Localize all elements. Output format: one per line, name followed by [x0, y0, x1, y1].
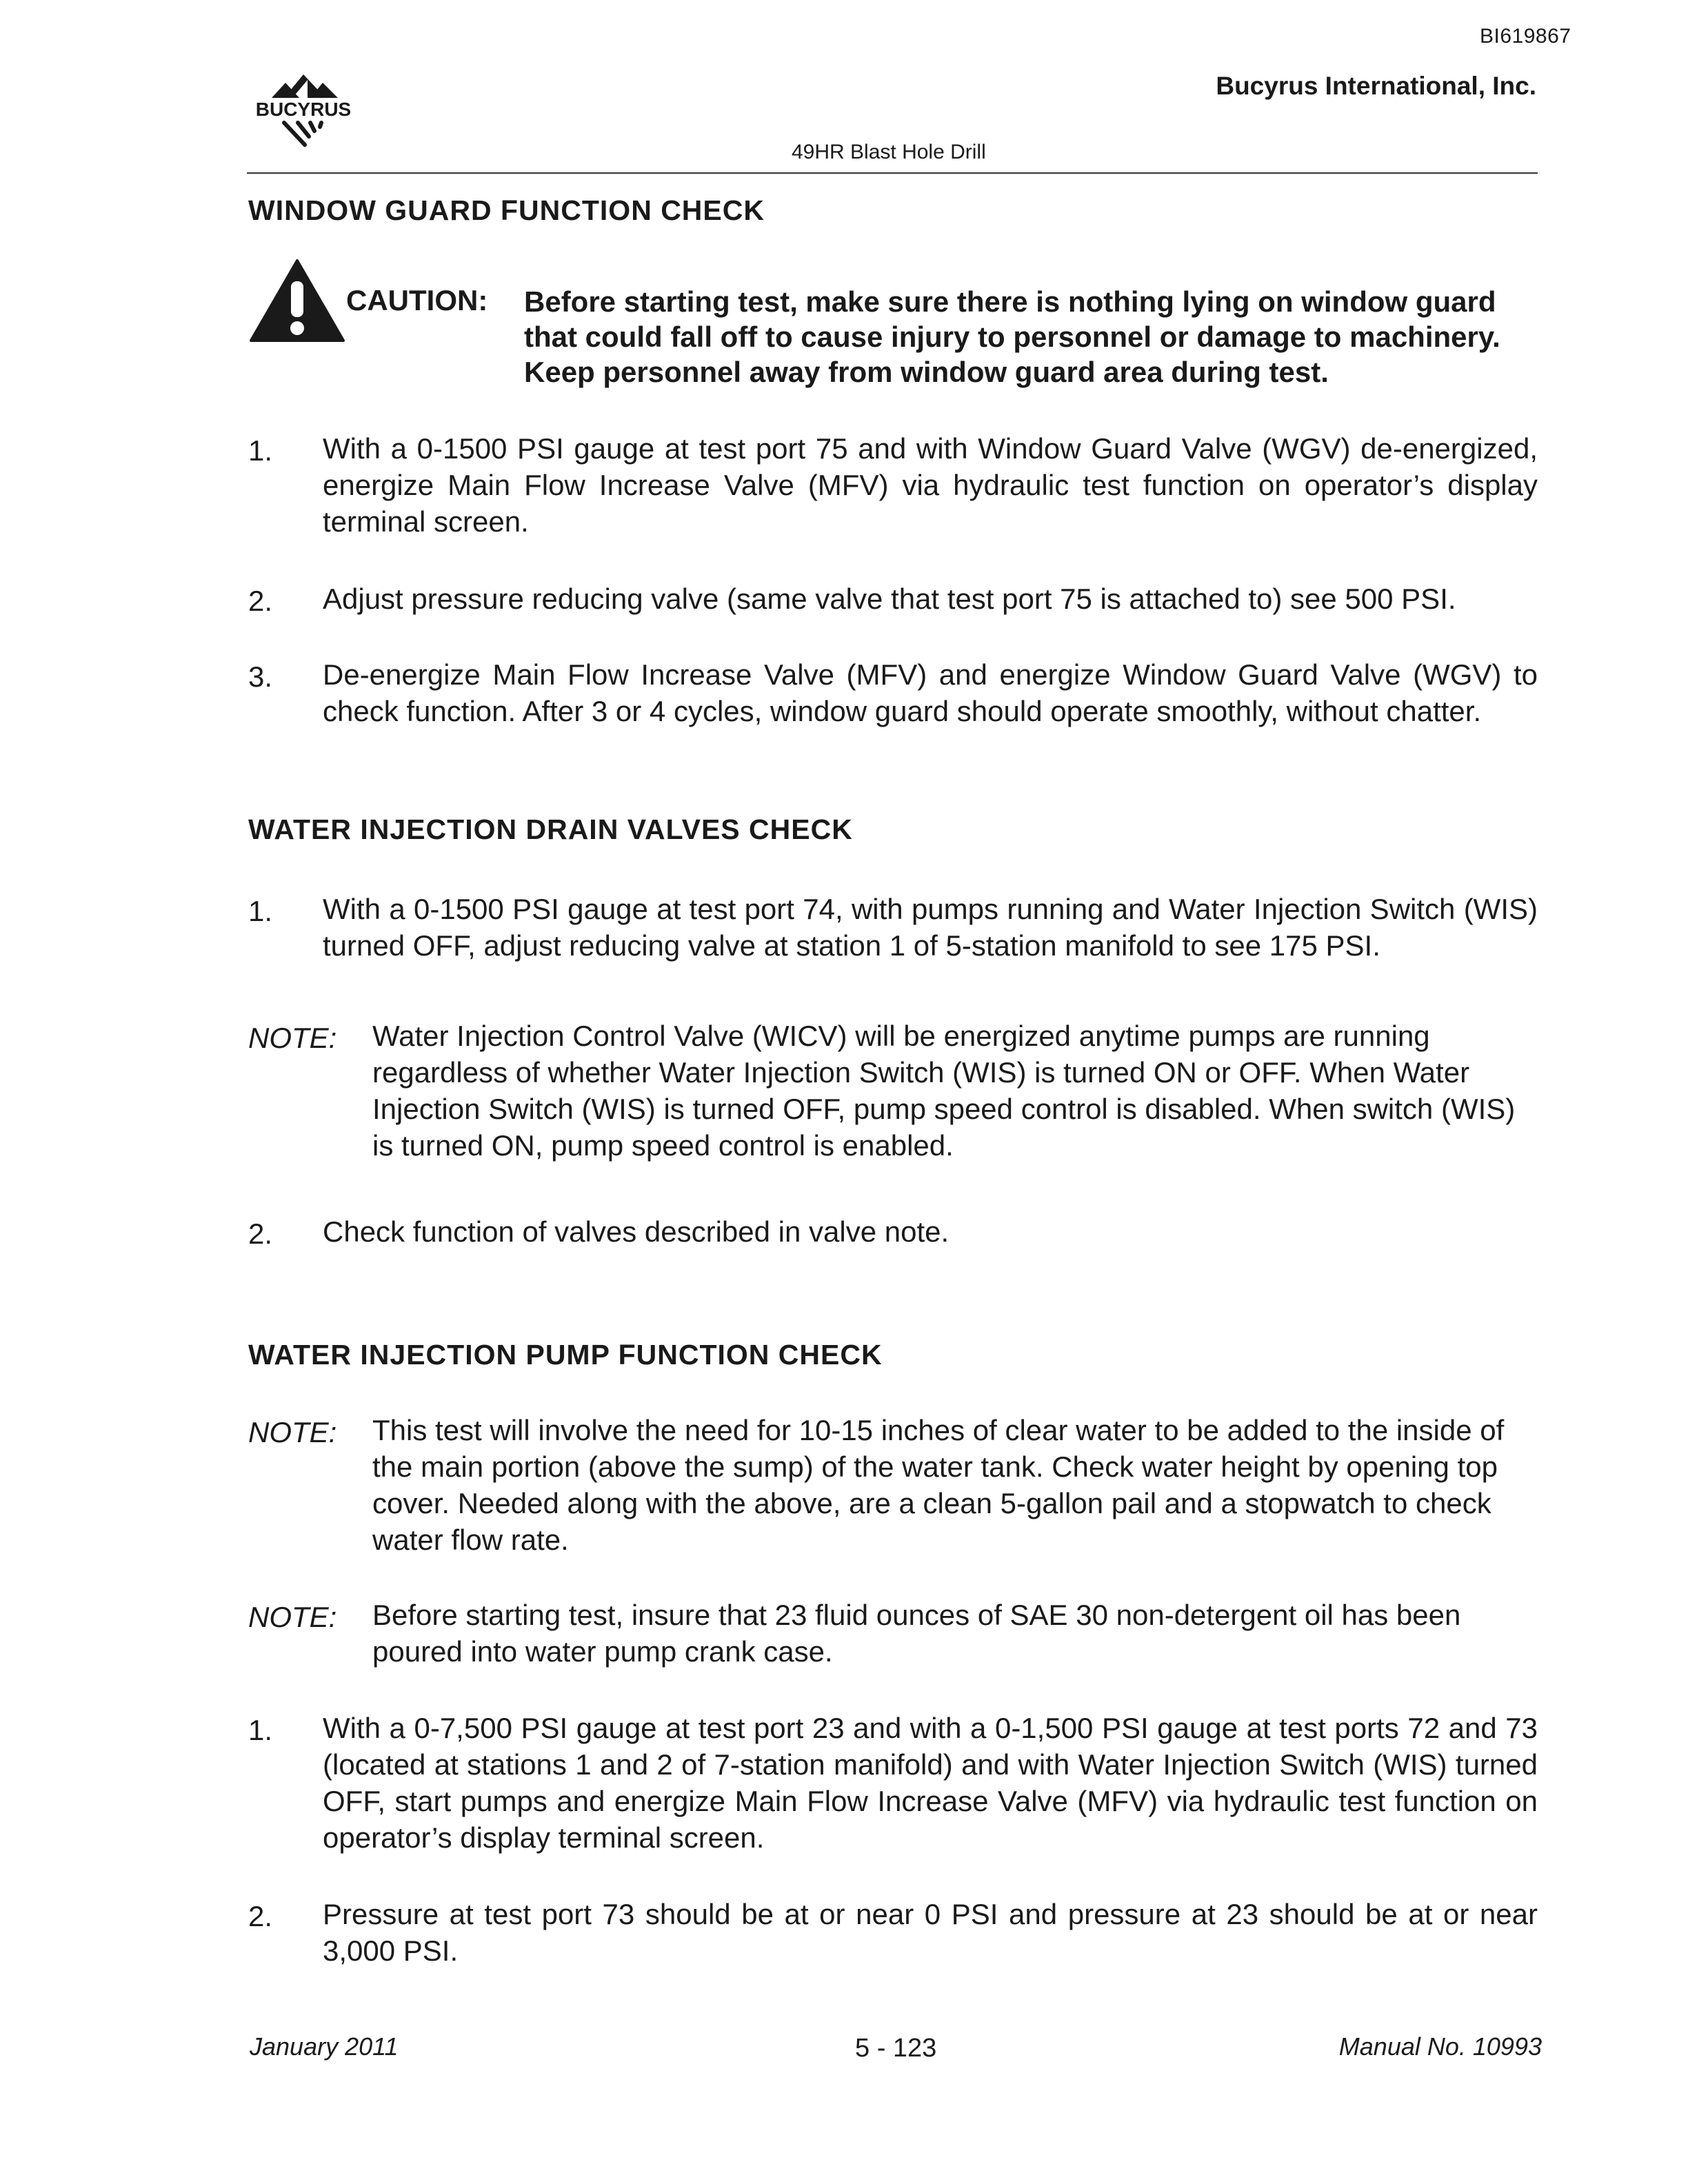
- header-divider: [247, 172, 1538, 174]
- list-item-number: 2.: [248, 1900, 273, 1932]
- document-id: BI619867: [1480, 25, 1571, 48]
- company-name: Bucyrus International, Inc.: [1216, 72, 1536, 100]
- section-title-window-guard: WINDOW GUARD FUNCTION CHECK: [248, 194, 765, 226]
- list-item-number: 2.: [248, 1217, 273, 1250]
- note-text: This test will involve the need for 10-15 inches of clear water to be added to the inside of the main portion (above the sump) of the water tank. Check water height by opening top cover. Needed along with the above, are a clean 5-gallon pail and a stopwatch to check water flow rate.: [372, 1414, 1505, 1556]
- bucyrus-logo: [241, 70, 365, 152]
- logo-wordmark: BUCYRUS: [255, 99, 352, 120]
- document-title: 49HR Blast Hole Drill: [792, 141, 986, 163]
- manual-number: Manual No. 10993: [1338, 2032, 1542, 2061]
- caution-triangle-icon: [248, 258, 346, 343]
- list-item-text: With a 0-7,500 PSI gauge at test port 23 and with a 0-1,500 PSI gauge at test ports 72 and 73 (located at stations 1 and 2 of 7-station manifold) and with Water Injection Switch (WIS) turned OFF, start pumps and energize Main Flow Increase Valve (MFV) via hydraulic test function on operator’s display terminal screen.: [323, 1712, 1538, 1854]
- note-label: NOTE:: [248, 1601, 337, 1633]
- section-title-pump-function: WATER INJECTION PUMP FUNCTION CHECK: [248, 1339, 883, 1371]
- list-item-number: 3.: [248, 660, 273, 693]
- list-item-number: 1.: [248, 434, 273, 467]
- list-item-number: 2.: [248, 585, 273, 617]
- list-item-number: 1.: [248, 1714, 273, 1746]
- note-text: Before starting test, insure that 23 fluid ounces of SAE 30 non-detergent oil has been poured into water pump crank case.: [372, 1599, 1461, 1668]
- list-item-text: Adjust pressure reducing valve (same valve that test port 75 is attached to) see 500 PSI.: [323, 583, 1456, 615]
- caution-label: CAUTION:: [346, 284, 488, 316]
- page-number: 5 - 123: [855, 2034, 937, 2063]
- note-label: NOTE:: [248, 1416, 337, 1448]
- section-title-drain-valves: WATER INJECTION DRAIN VALVES CHECK: [248, 813, 853, 845]
- logo-rays-icon: [284, 123, 321, 145]
- list-item-text: De-energize Main Flow Increase Valve (MFV) and energize Window Guard Valve (WGV) to check function. After 3 or 4 cycles, window guard should operate smoothly, without chatter.: [323, 658, 1538, 727]
- list-item-text: Check function of valves described in valve note.: [323, 1215, 950, 1248]
- note-label: NOTE:: [248, 1022, 337, 1054]
- footer-date: January 2011: [250, 2032, 399, 2061]
- list-item-text: With a 0-1500 PSI gauge at test port 74, with pumps running and Water Injection Switch (WIS) turned OFF, adjust reducing valve at station 1 of 5-station manifold to see 175 PSI.: [323, 893, 1538, 962]
- note-text: Water Injection Control Valve (WICV) will be energized anytime pumps are running regardless of whether Water Injection Switch (WIS) is turned ON or OFF. When Water Injection Switch (WIS) is turned OFF, pump speed control is disabled. When switch (WIS) is turned ON, pump speed control is enabled.: [372, 1020, 1516, 1162]
- list-item-text: With a 0-1500 PSI gauge at test port 75 and with Window Guard Valve (WGV) de-energized, energize Main Flow Increase Valve (MFV) via hydraulic test function on operator’s display terminal screen.: [323, 432, 1538, 538]
- list-item-text: Pressure at test port 73 should be at or near 0 PSI and pressure at 23 should be at or near 3,000 PSI.: [323, 1898, 1538, 1967]
- logo-mountain-icon: [272, 74, 338, 98]
- caution-text: Before starting test, make sure there is nothing lying on window guard that could fall off to cause injury to personnel or damage to machinery. Keep personnel away from window guard area during test.: [524, 285, 1500, 388]
- list-item-number: 1.: [248, 895, 273, 927]
